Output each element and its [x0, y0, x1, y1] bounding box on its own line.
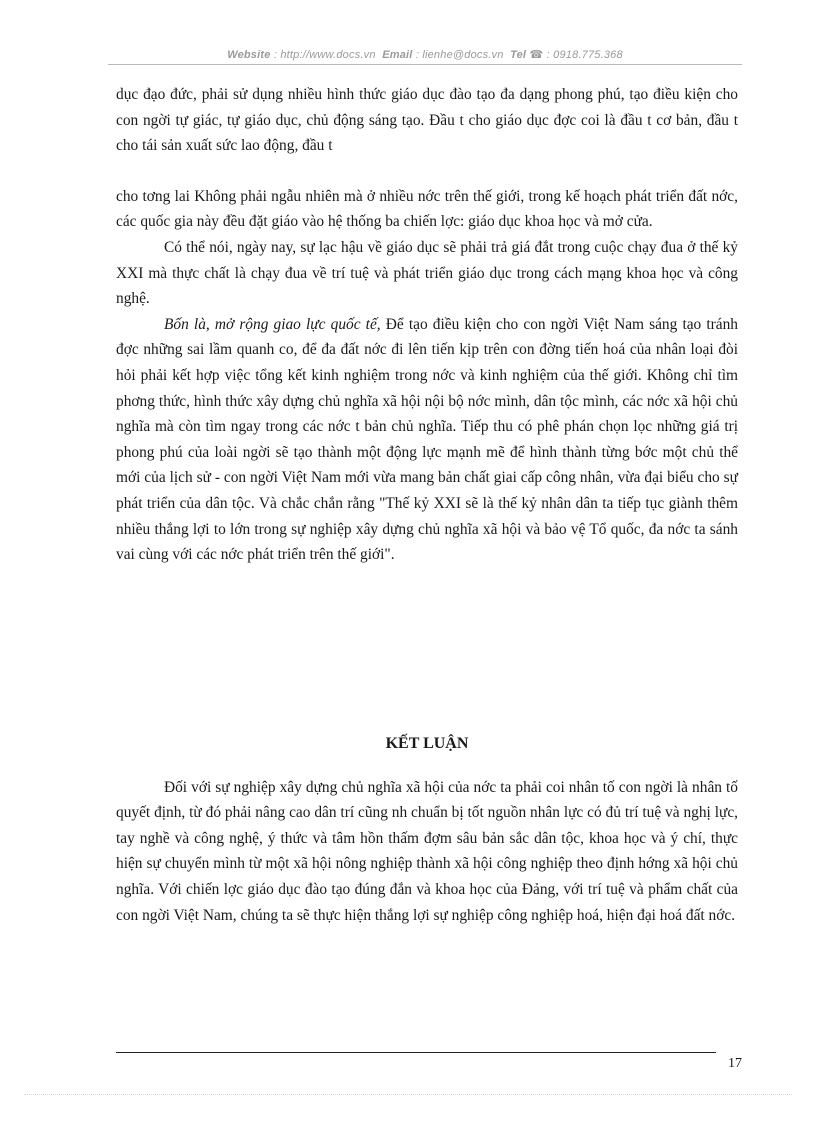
- tel-label: Tel: [510, 49, 527, 61]
- phone-icon: ☎: [529, 49, 544, 61]
- page-bottom-border: [24, 1094, 792, 1095]
- document-body: [116, 82, 738, 568]
- conclusion-paragraph: Đối với sự nghiệp xây dựng chủ nghĩa xã hội của nớc ta phải coi nhân tố con ngời là nhân tố quyết định, từ đó phải nâng cao dân trí cũng nh chuẩn bị tốt nguồn nhân lực có đủ trí tuệ và nghị lực, tay nghề và công nghệ, ý thức và tâm hồn thấm đợm sâu bản sắc dân tộc, khoa học và ý chí, thực hiện sự chuyển mình từ một xã hội nông nghiệp thành xã hội công nghiệp theo định hớng xã hội chủ nghĩa. Với chiến lợc giáo dục đào tạo đúng đắn và khoa học của Đảng, với trí tuệ và phẩm chất của con ngời Việt Nam, chúng ta sẽ thực hiện thắng lợi sự nghiệp công nghiệp hoá, hiện đại hoá đất nớc.: [116, 778, 738, 924]
- paragraph-4: [116, 312, 738, 568]
- page-number: 17: [728, 1056, 742, 1071]
- paragraph-3: Có thể nói, ngày nay, sự lạc hậu về giáo dục sẽ phải trả giá đắt trong cuộc chạy đua ở thế kỷ XXI mà thực chất là chạy đua về trí tuệ và phát triển giáo dục trong cách mạng khoa học và công nghệ.: [116, 238, 738, 308]
- email-label: Email: [382, 49, 413, 61]
- section-lead-in: Bốn là, mở rộng giao lực quốc tế,: [164, 315, 381, 333]
- header-divider: [108, 64, 742, 65]
- tel-value: : 0918.775.368: [546, 49, 623, 61]
- email-value[interactable]: : lienhe@docs.vn: [415, 49, 504, 61]
- conclusion-section: [116, 731, 738, 928]
- conclusion-title: KẾT LUẬN: [385, 735, 469, 752]
- footer-divider: [116, 1052, 716, 1053]
- website-value[interactable]: : http://www.docs.vn: [273, 49, 376, 61]
- page-header: [110, 48, 740, 61]
- paragraph-4-text: Để tạo điều kiện cho con ngời Việt Nam sáng tạo tránh đợc những sai lầm quanh co, để đa đất nớc đi lên tiến kịp trên con đờng tiến hoá của nhân loại đòi hỏi phải kết hợp việc tổng kết kinh nghiệm trong nớc và kinh nghiệm của thế giới. Không chỉ tìm phơng thức, hình thức xây dựng chủ nghĩa xã hội nội bộ nớc mình, dân tộc mình, các nớc xã hội chủ nghĩa mà còn tìm ngay trong các nớc t bản chủ nghĩa. Tiếp thu có phê phán chọn lọc những giá trị phong phú của loài ngời sẽ tạo thành một động lực mạnh mẽ để hình thành từng bớc một chủ thể mới của lịch sử - con ngời Việt Nam mới vừa mang bản chất giai cấp công nhân, vừa đại biểu cho sự phát triển của dân tộc. Và chắc chắn rằng "Thế kỷ XXI sẽ là thế kỷ nhân dân ta tiếp tục giành thêm nhiều thắng lợi to lớn trong sự nghiệp xây dựng chủ nghĩa xã hội và bảo vệ Tổ quốc, đa nớc ta sánh vai cùng với các nớc phát triển trên thế giới".: [116, 315, 739, 564]
- website-label: Website: [227, 49, 271, 61]
- paragraph-2: cho tơng lai Không phải ngẫu nhiên mà ở nhiều nớc trên thế giới, trong kế hoạch phát triển đất nớc, các quốc gia này đều đặt giáo vào hệ thống ba chiến lợc: giáo dục khoa học và mở cửa.: [116, 187, 738, 231]
- paragraph-1: dục đạo đức, phải sử dụng nhiều hình thức giáo dục đào tạo đa dạng phong phú, tạo điều kiện cho con ngời tự giác, tự giáo dục, chủ động sáng tạo. Đầu t cho giáo dục đợc coi là đầu t cơ bản, đầu t cho tái sản xuất sức lao động, đầu t: [116, 86, 738, 155]
